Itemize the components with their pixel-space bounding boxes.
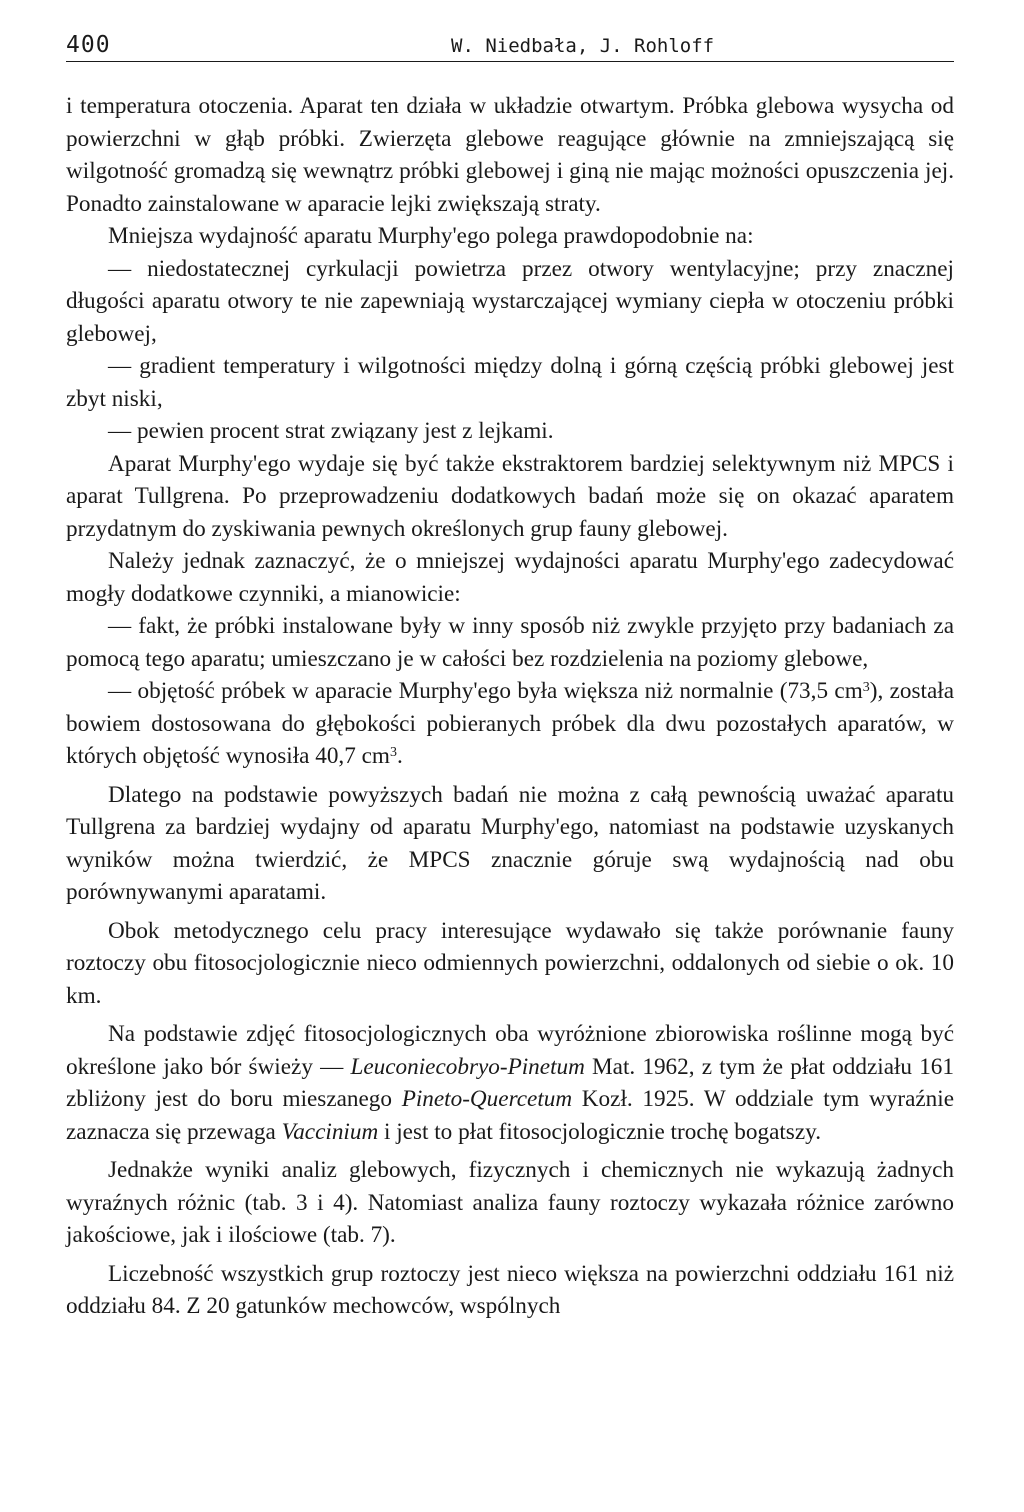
taxon-vaccinium: Vaccinium <box>281 1118 379 1145</box>
paragraph-6: Obok metodycznego celu pracy interesujące wydawało się także porównanie fauny roztoczy obu fitosocjologicznie nieco odmiennych powierzchni, oddalonych od siebie o ok. 10 km. <box>66 917 954 1009</box>
paragraph-7-b: Mat. 1962, z tym że płat oddziału 161 zbliżony jest do boru mieszanego <box>66 1053 954 1112</box>
paragraph-4: Należy jednak zaznaczyć, że o mniejszej wydajności aparatu Murphy'ego zadecydować mogły dodatkowe czynniki, a mianowicie: <box>66 548 954 607</box>
paragraph-8: Jednakże wyniki analiz glebowych, fizycznych i chemicznych nie wykazują żadnych wyraźnych różnic (tab. 3 i 4). Natomiast analiza fauny roztoczy wykazała różnice zarówno jakościowe, jak i ilościowe (tab. 7). <box>66 1157 954 1248</box>
paragraph-5: Dlatego na podstawie powyższych badań nie można z całą pewnością uważać aparatu Tullgrena za bardziej wydajny od aparatu Murphy'ego, natomiast na podstawie uzyskanych wyników można twierdzić, że MPCS znacznie góruje swą wydajnością nad obu porównywanymi aparatami. <box>66 781 954 905</box>
paragraph-7 <box>66 1018 954 1148</box>
taxon-pineto-quercetum: Pineto-Quercetum <box>401 1086 573 1112</box>
paragraph-2: Mniejsza wydajność aparatu Murphy'ego polega prawdopodobnie na: <box>108 223 754 249</box>
paragraph-7-a: Na podstawie zdjęć fitosocjologicznych oba wyróżnione zbiorowiska roślinne mogą być określone jako bór świeży — <box>66 1021 954 1080</box>
paragraph-7-d: i jest to płat fitosocjologicznie trochę bogatszy. <box>378 1118 822 1145</box>
list-item-4: — fakt, że próbki instalowane były w inny sposób niż zwykle przyjęto przy badaniach za pomocą tego aparatu; umieszczano je w całości bez rozdzielenia na poziomy glebowe, <box>66 613 954 672</box>
page-number: 400 <box>66 32 111 58</box>
list-item-3: — pewien procent strat związany jest z lejkami. <box>108 418 554 444</box>
list-item-2: — gradient temperatury i wilgotności między dolną i górną częścią próbki glebowej jest zbyt niski, <box>66 353 954 412</box>
running-header <box>66 32 954 62</box>
list-item-5 <box>66 675 954 773</box>
running-head-authors: W. Niedbała, J. Rohloff <box>451 35 715 57</box>
list-item-5-c: . <box>396 743 403 769</box>
list-item-5-b: ), została bowiem dostosowana do głębokości pobieranych próbek dla dwu pozostałych aparatów, w których objętość wynosiła 40,7 cm <box>66 678 954 769</box>
paragraph-3: Aparat Murphy'ego wydaje się być także ekstraktorem bardziej selektywnym niż MPCS i aparat Tullgrena. Po przeprowadzeniu dodatkowych badań może się on okazać aparatem przydatnym do zyskiwania pewnych określonych grup fauny glebowej. <box>66 450 954 542</box>
paragraph-1: i temperatura otoczenia. Aparat ten działa w układzie otwartym. Próbka glebowa wysycha od powierzchni w głąb próbki. Zwierzęta glebowe reagujące głównie na zmniejszającą się wilgotność gromadzą się wewnątrz próbki glebowej i giną nie mając możności opuszczenia jej. Ponadto zainstalowane w aparacie lejki zwiększają straty. <box>66 93 954 217</box>
header-rule <box>66 61 954 62</box>
body-text <box>66 90 954 1323</box>
paragraph-7-c: Kozł. 1925. W oddziale tym wyraźnie zaznacza się przewaga <box>66 1086 954 1145</box>
superscript-3b: 3 <box>389 745 397 760</box>
superscript-3a: 3 <box>862 680 870 695</box>
list-item-1: — niedostatecznej cyrkulacji powietrza przez otwory wentylacyjne; przy znacznej długości aparatu otwory te nie zapewniają wystarczającej wymiany ciepła w otoczeniu próbki glebowej, <box>66 255 954 347</box>
taxon-leuconiecobryo-pinetum: Leuconiecobryo-Pinetum <box>350 1053 585 1080</box>
list-item-5-a: — objętość próbek w aparacie Murphy'ego była większa niż normalnie (73,5 cm <box>108 678 863 704</box>
paragraph-9: Liczebność wszystkich grup roztoczy jest nieco większa na powierzchni oddziału 161 niż oddziału 84. Z 20 gatunków mechowców, wspólnych <box>66 1260 954 1319</box>
